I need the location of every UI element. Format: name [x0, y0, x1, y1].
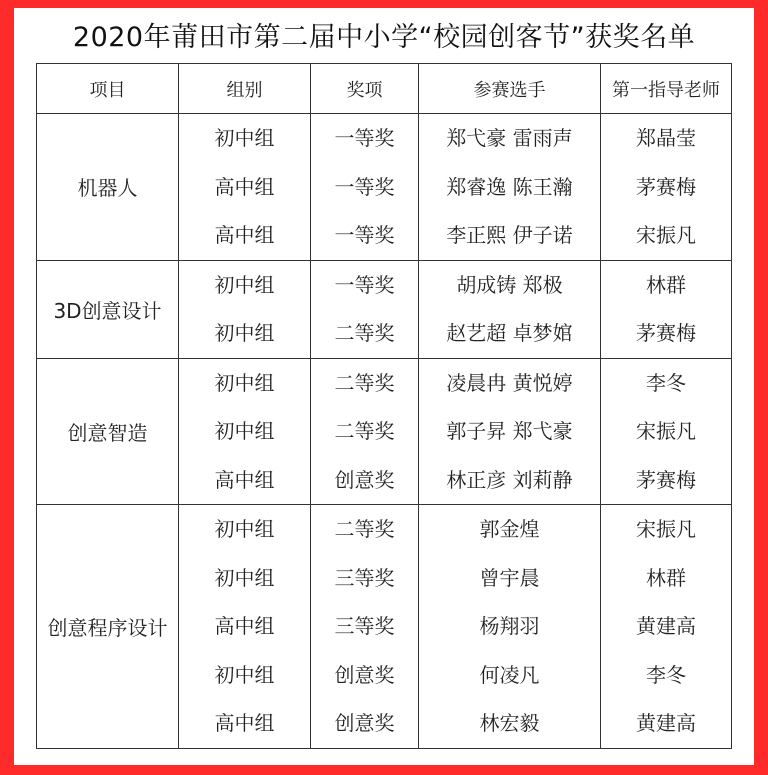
- group-value: 高中组: [214, 614, 275, 638]
- group-value: 初中组: [214, 272, 275, 297]
- group-value: 初中组: [214, 126, 275, 150]
- award-value: 一等奖: [334, 174, 395, 199]
- teacher-value: 李冬: [646, 662, 686, 687]
- award-value: 创意奖: [334, 711, 395, 735]
- players-value: 郭子昇 郑弋豪: [446, 419, 573, 443]
- award-value: 创意奖: [334, 467, 395, 492]
- award-value: 一等奖: [334, 272, 395, 297]
- header-project: 项目: [37, 64, 179, 114]
- players-value: 郭金煌: [479, 517, 540, 541]
- players-value: 郑弋豪 雷雨声: [446, 126, 573, 150]
- players-value: 林宏毅: [479, 711, 540, 735]
- section-3d-design: [37, 260, 732, 358]
- award-value: 创意奖: [334, 662, 395, 687]
- award-cell: [311, 114, 419, 261]
- header-group: 组别: [179, 64, 311, 114]
- group-value: 初中组: [214, 517, 275, 541]
- header-award: 奖项: [311, 64, 419, 114]
- header-row: [37, 64, 732, 114]
- teacher-value: 茅赛梅: [636, 321, 696, 345]
- award-value: 二等奖: [334, 419, 395, 443]
- award-value: 一等奖: [334, 223, 395, 247]
- header-teacher: 第一指导老师: [601, 64, 732, 114]
- awards-table: [36, 63, 732, 749]
- teacher-cell: [601, 260, 732, 358]
- group-cell: [179, 260, 311, 358]
- group-value: 高中组: [214, 711, 275, 735]
- players-cell: [419, 358, 601, 505]
- teacher-value: 宋振凡: [636, 223, 696, 247]
- teacher-value: 林群: [646, 565, 686, 590]
- section-creative-programming: [37, 505, 732, 749]
- document-title: 2020年莆田市第二届中小学“校园创客节”获奖名单: [72, 22, 696, 53]
- award-value: 二等奖: [334, 321, 395, 345]
- players-value: 曾宇晨: [479, 565, 540, 590]
- header-players: 参赛选手: [419, 64, 601, 114]
- award-value: 三等奖: [334, 614, 395, 638]
- group-value: 初中组: [214, 565, 275, 590]
- category-cell: 机器人: [37, 114, 179, 261]
- award-value: 一等奖: [334, 126, 395, 150]
- group-cell: [179, 358, 311, 505]
- group-cell: [179, 505, 311, 749]
- group-value: 高中组: [214, 467, 275, 492]
- award-cell: [311, 505, 419, 749]
- award-value: 三等奖: [334, 565, 395, 590]
- group-value: 初中组: [214, 321, 275, 345]
- teacher-value: 林群: [646, 272, 686, 297]
- group-value: 初中组: [214, 662, 275, 687]
- group-value: 初中组: [214, 370, 275, 395]
- group-value: 高中组: [214, 223, 275, 247]
- teacher-value: 郑晶莹: [636, 126, 696, 150]
- teacher-value: 茅赛梅: [636, 467, 696, 492]
- award-cell: [311, 358, 419, 505]
- award-value: 二等奖: [334, 370, 395, 395]
- award-value: 二等奖: [334, 517, 395, 541]
- document-sheet: [14, 8, 754, 765]
- group-value: 高中组: [214, 174, 275, 199]
- players-value: 郑睿逸 陈王瀚: [446, 174, 573, 199]
- players-value: 赵艺超 卓梦婠: [446, 321, 573, 345]
- players-value: 胡成铸 郑极: [456, 272, 563, 297]
- award-cell: [311, 260, 419, 358]
- teacher-value: 宋振凡: [636, 517, 696, 541]
- category-cell: 创意程序设计: [37, 505, 179, 749]
- players-value: 凌晨冉 黄悦婷: [446, 370, 573, 395]
- group-value: 初中组: [214, 419, 275, 443]
- players-cell: [419, 260, 601, 358]
- players-cell: [419, 505, 601, 749]
- teacher-cell: [601, 114, 732, 261]
- players-value: 杨翔羽: [479, 614, 540, 638]
- section-robot: [37, 114, 732, 261]
- category-cell: 创意智造: [37, 358, 179, 505]
- players-value: 李正熙 伊子诺: [446, 223, 573, 247]
- teacher-cell: [601, 358, 732, 505]
- teacher-cell: [601, 505, 732, 749]
- players-value: 何凌凡: [479, 662, 540, 687]
- players-cell: [419, 114, 601, 261]
- teacher-value: 黄建高: [636, 614, 696, 638]
- group-cell: [179, 114, 311, 261]
- category-cell: 3D创意设计: [37, 260, 179, 358]
- teacher-value: 黄建高: [636, 711, 696, 735]
- teacher-value: 宋振凡: [636, 419, 696, 443]
- section-creative-making: [37, 358, 732, 505]
- teacher-value: 茅赛梅: [636, 174, 696, 199]
- teacher-value: 李冬: [646, 370, 686, 395]
- players-value: 林正彦 刘莉静: [446, 467, 573, 492]
